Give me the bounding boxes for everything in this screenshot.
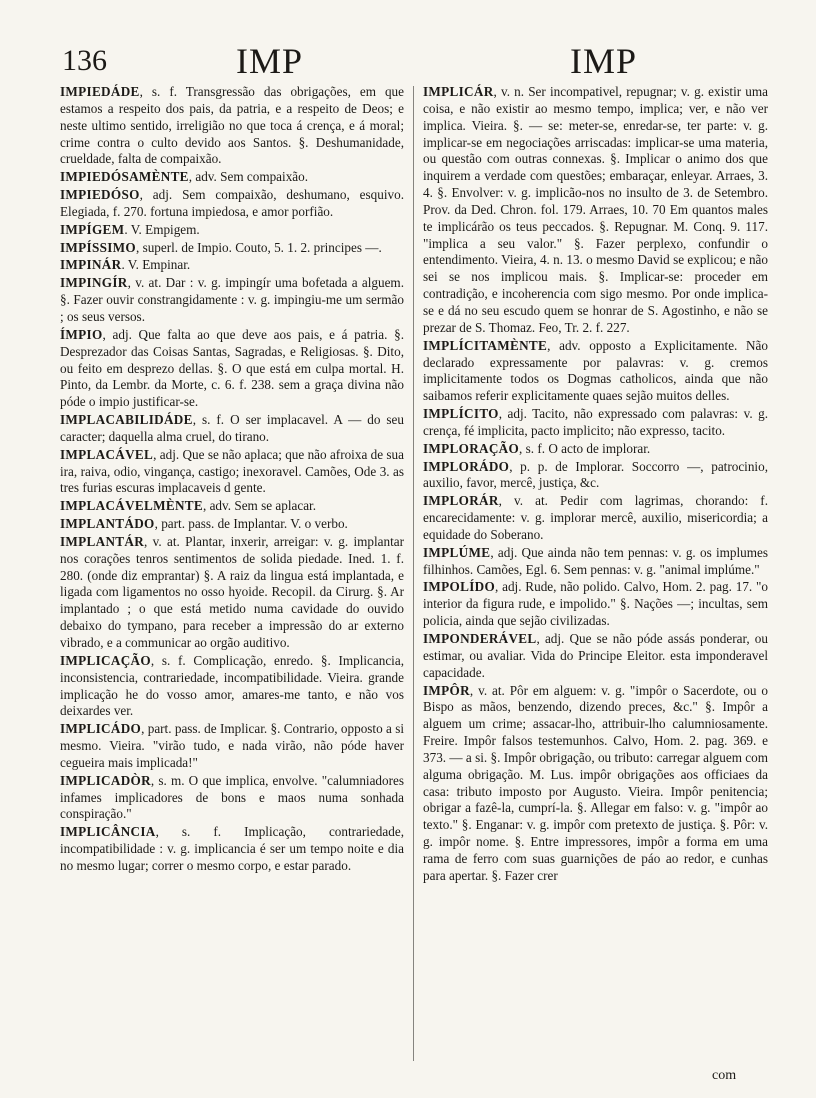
catchword: com — [712, 1068, 737, 1083]
entry-definition: , adj. Tacito, não expressado com palavras: v. g. crença, fé implicita, pacto implicito; não expresso, tacito. — [423, 406, 768, 438]
dictionary-entry — [60, 257, 404, 274]
dictionary-entry — [60, 534, 404, 652]
dictionary-entry — [60, 447, 404, 498]
entry-definition: , adj. Que falta ao que deve aos pais, e á patria. §. Desprezador das Coisas Santas, Sagradas, e Religiosas. §. Dito, ou feito em desprezo dellas. §. O que está em culpa mortal. H. Pinto, da Lembr. da Morte, c. 6. f. 238. sem a graça divina não póde o impio justificar-se. — [60, 326, 404, 410]
entry-headword: IMPOLÍDO — [423, 579, 496, 595]
entry-definition: , v. at. Plantar, inxerir, arreigar: v. g. implantar nos corações tenros sentimentos de solida piedade. Ined. 1. f. 280. (onde diz emprantar) §. A raiz da lingua está implantada, e ligada com ligamentos no osso hyoide. Recopil. da Cirurg. §. Ar implantado ; o que está metido numa cavidade do ouvido debaixo do tympano, para receber a impressão do ar externo vibrado, e a communicar ao orgão auditivo. — [60, 533, 404, 650]
entry-definition: , v. at. Pedir com lagrimas, chorando: f. encarecidamente: v. g. implorar mercê, auxilio, misericordia; a equidade do Soberano. — [423, 493, 768, 542]
entry-definition: , part. pass. de Implantar. V. o verbo. — [154, 516, 348, 532]
entry-headword: IMPLORÁR — [423, 493, 499, 509]
entry-definition: . V. Empigem. — [124, 221, 200, 237]
left-column — [60, 84, 404, 876]
dictionary-entry — [60, 412, 404, 446]
dictionary-entry — [60, 222, 404, 239]
dictionary-entry — [60, 275, 404, 326]
dictionary-entry — [423, 459, 768, 493]
dictionary-entry — [60, 721, 404, 772]
entry-definition: , adj. Que se não póde assás ponderar, ou estimar, ou avaliar. Vida do Principe Eleitor. esta imponderavel capacidade. — [423, 631, 768, 680]
entry-headword: IMPLICÁDO — [60, 721, 142, 737]
entry-headword: IMPLICÂNCIA — [60, 824, 156, 840]
dictionary-entry — [423, 406, 768, 440]
entry-definition: , s. f. O acto de implorar. — [519, 440, 651, 456]
dictionary-entry — [60, 187, 404, 221]
entry-headword: IMPLICÁR — [423, 84, 494, 99]
entry-headword: IMPLÍCITAMÈNTE — [423, 337, 548, 353]
dictionary-entry — [423, 84, 768, 337]
dictionary-entry — [423, 545, 768, 579]
dictionary-entry — [60, 516, 404, 533]
entry-headword: IMPIEDÓSO — [60, 187, 140, 203]
entry-definition: , v. at. Pôr em alguem: v. g. "impôr o Sacerdote, ou o Bispo as mãos, benzendo, dizendo preces, &c." §. Impôr a alguem um crime; assacar-lho, attribuir-lho calumniosamente. Freire. Impôr falsos testemunhos. Calvo, Hom. 2. pag. 369. e 373. — a si. §. Impôr obrigação, ou tributo: carregar alguem com alguma obrigação. M. Lus. impôr obrigações aos officiaes da casa: tributo imposto por Augusto. Vieira. Impôr penitencia; obrigar a fazê-la, cumprí-la. §. Allegar em falso: v. g. "impôr ao texto." §. Enganar: v. g. impôr com pretexto de justiça. §. Pôr: v. g. impôr nome. §. Entre impressores, impôr a forma em uma rama de ferro com suas guarnições de páo ao redor, e cunhas para apertar. §. Fazer crer — [423, 682, 768, 883]
entry-headword: IMPLANTÁDO — [60, 516, 155, 532]
running-head-left: IMP — [236, 41, 304, 81]
dictionary-entry — [60, 169, 404, 186]
entry-definition: , adv. Sem compaixão. — [188, 169, 309, 185]
dictionary-entry — [423, 579, 768, 630]
dictionary-entry — [60, 240, 404, 257]
entry-headword: IMPLACÁVELMÈNTE — [60, 498, 203, 514]
entry-headword: IMPÍSSIMO — [60, 239, 136, 255]
entry-definition: , s. f. O ser implacavel. A — do seu caracter; daquella alma cruel, do tirano. — [60, 412, 404, 444]
entry-definition: , adj. Sem compaixão, deshumano, esquivo. Elegiada, f. 270. fortuna impiedosa, e amor porfião. — [60, 187, 404, 219]
entry-definition: , adv. opposto a Explicitamente. Não declarado expressamente por palavras: v. g. cremos implicitamente todos os Dogmas catholicos, ainda que não saibamos referir explicitamente quaes sejão muitos delles. — [423, 337, 768, 404]
entry-headword: IMPLICAÇÃO — [60, 652, 151, 668]
entry-headword: IMPLANTÁR — [60, 533, 145, 549]
entry-definition: , s. m. O que implica, envolve. "calumniadores infames implicadores de bons e maos numa sonhada conspiração." — [60, 772, 404, 822]
dictionary-entry — [60, 653, 404, 720]
entry-headword: IMPINGÍR — [60, 275, 128, 291]
entry-headword: IMPLORÁDO — [423, 458, 510, 474]
entry-definition: , s. f. Complicação, enredo. §. Implicancia, inconsistencia, contrariedade, incompatibilidade. Vieira. grande implicação he do vosso amor, amares-me tanto, e não vos deixardes ver. — [60, 652, 404, 719]
entry-headword: IMPLORAÇÃO — [423, 440, 520, 456]
entry-definition: , v. n. Ser incompativel, repugnar; v. g. existir uma coisa, e não existir ao mesmo tempo, implica; ver, e não ver implica. Vieira. §. — se: meter-se, enredar-se, ter parte: v. g. implicar-se em negociações arriscadas: implicar-se uma materia, ou questão com outras connexas. §. Implicar o animo dos que inquirem a verdade com questões; embaraçar, enleyar. Arraes, 3. 4. §. Envolver: v. g. implicão-nos no insulto de 3. de Setembro. Prov. da Ded. Chron. fol. 179. Arraes, 10. 70 Em quantos males te implicárão os teus peccados. §. Repugnar. M. Conq. 9. 117. "implica a seu valor." §. Fazer perplexo, confundir o entendimento. Vieira, 4. n. 13. o mesmo David se explicou; e não sei se nos implicou mais. §. Implicar-se: proceder em contradição, e incoherencia com sigo mesmo. Por onde implica-se e dá no seu escudo quem se honrar de S. Agostinho, e não se prezar de S. Thomaz. Feo, Tr. 2. f. 227. — [423, 84, 768, 335]
dictionary-entry — [423, 338, 768, 405]
entry-definition: , adj. Que se não aplaca; que não afroixa de sua ira, raiva, odio, vingança, castigo; inexoravel. Camões, Ode 3. as tres furias escuras implacaveis d gente. — [60, 446, 404, 496]
dictionary-entry — [60, 773, 404, 824]
entry-definition: , s. f. Implicação, contrariedade, incompatibilidade : v. g. implicancia é ser um tempo noite e dia no mesmo lugar; correr o mesmo corpo, e estar parado. — [60, 824, 404, 873]
dictionary-entry — [60, 824, 404, 875]
entry-headword: IMPLACÁVEL — [60, 446, 154, 462]
dictionary-entry — [423, 441, 768, 458]
entry-definition: , s. f. Transgressão das obrigações, em que estamos a respeito dos pais, da patria, e a respeito de Deos; e neste ultimo sentido, irreligião no que toca á crença, e á moral; crime contra o culto devido aos Santos. §. Deshumanidade, crueldade, falta de compaixão. — [60, 84, 404, 167]
dictionary-entry — [60, 498, 404, 515]
entry-definition: , adj. Que ainda não tem pennas: v. g. os implumes filhinhos. Camões, Egl. 6. Sem pennas: v. g. "animal implúme." — [423, 544, 768, 577]
running-head-right: IMP — [570, 41, 638, 81]
dictionary-entry — [60, 84, 404, 168]
entry-headword: IMPLÍCITO — [423, 406, 499, 422]
right-column — [423, 84, 768, 886]
entry-headword: IMPIEDÓSAMÈNTE — [60, 169, 189, 185]
dictionary-entry — [423, 493, 768, 544]
entry-headword: IMPINÁR — [60, 257, 122, 273]
dictionary-entry — [423, 631, 768, 682]
entry-headword: IMPIEDÁDE — [60, 84, 140, 99]
entry-definition: , adv. Sem se aplacar. — [202, 498, 317, 514]
entry-definition: , v. at. Dar : v. g. impingír uma bofetada a alguem. §. Fazer ouvir constrangidamente : v. g. impingiu-me um sermão ; os seus versos. — [60, 275, 404, 324]
entry-definition: , adj. Rude, não polido. Calvo, Hom. 2. pag. 17. "o interior da figura rude, e impolido." §. Nações —; incultas, sem policia, ainda que sejão civilizadas. — [423, 579, 768, 629]
entry-headword: IMPLICADÒR — [60, 772, 151, 788]
entry-definition: , part. pass. de Implicar. §. Contrario, opposto a si mesmo. Vieira. "virão tudo, e nada virão, não póde haver cegueira mais implicada!" — [60, 721, 404, 770]
entry-definition: , p. p. de Implorar. Soccorro —, patrocinio, auxilio, favor, mercê, justiça, &c. — [423, 458, 768, 491]
dictionary-entry — [60, 327, 404, 411]
entry-headword: IMPONDERÁVEL — [423, 631, 537, 646]
entry-headword: IMPLÚME — [423, 544, 491, 560]
entry-headword: IMPÔR — [423, 682, 470, 698]
entry-definition: , superl. de Impio. Couto, 5. 1. 2. principes —. — [135, 239, 382, 255]
page-number: 136 — [62, 44, 107, 77]
dictionary-entry — [423, 683, 768, 885]
entry-headword: IMPLACABILIDÁDE — [60, 412, 193, 428]
entry-headword: ÍMPIO — [60, 326, 103, 342]
entry-definition: . V. Empinar. — [121, 257, 191, 273]
entry-headword: IMPÍGEM — [60, 221, 125, 237]
column-divider — [413, 86, 414, 1061]
